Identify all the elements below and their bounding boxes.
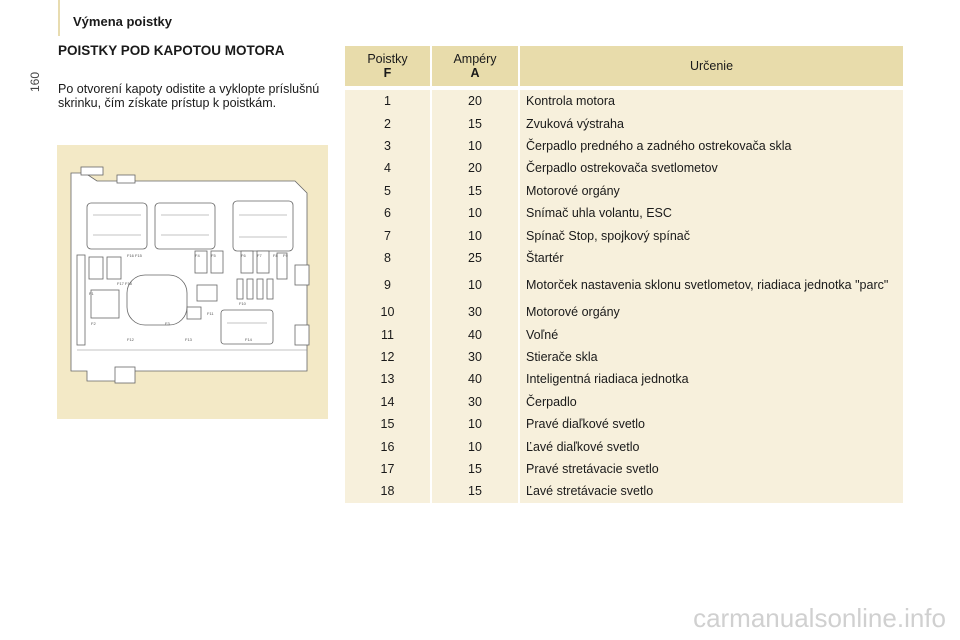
svg-text:F9: F9 xyxy=(283,253,288,258)
fusebox-diagram-panel xyxy=(57,145,328,419)
desc-cell: Čerpadlo ostrekovača svetlometov xyxy=(519,157,903,179)
amp-cell: 20 xyxy=(431,157,519,179)
svg-text:F7: F7 xyxy=(257,253,262,258)
fuse-cell: 13 xyxy=(345,368,431,390)
fuse-cell: 3 xyxy=(345,135,431,157)
amp-cell: 10 xyxy=(431,202,519,224)
section-header: Výmena poistky xyxy=(73,14,172,29)
fuse-cell: 6 xyxy=(345,202,431,224)
amp-cell: 20 xyxy=(431,90,519,112)
table-header-row xyxy=(345,46,903,86)
table-row xyxy=(345,301,903,323)
amp-cell: 10 xyxy=(431,135,519,157)
amp-cell: 15 xyxy=(431,180,519,202)
header-desc: Určenie xyxy=(519,46,903,86)
fuse-cell: 14 xyxy=(345,391,431,413)
amp-cell: 15 xyxy=(431,480,519,502)
table-row xyxy=(345,157,903,179)
svg-text:F16 F15: F16 F15 xyxy=(127,253,142,258)
fuse-cell: 1 xyxy=(345,90,431,112)
fuse-cell: 10 xyxy=(345,301,431,323)
desc-cell: Pravé stretávacie svetlo xyxy=(519,458,903,480)
amp-cell: 15 xyxy=(431,458,519,480)
desc-cell: Čerpadlo xyxy=(519,391,903,413)
desc-cell: Pravé diaľkové svetlo xyxy=(519,413,903,435)
svg-text:F3: F3 xyxy=(165,321,170,326)
svg-text:F2: F2 xyxy=(91,321,96,326)
desc-cell: Zvuková výstraha xyxy=(519,112,903,134)
amp-cell: 40 xyxy=(431,368,519,390)
amp-cell: 30 xyxy=(431,346,519,368)
amp-cell: 30 xyxy=(431,301,519,323)
desc-cell: Ľavé diaľkové svetlo xyxy=(519,435,903,457)
table-row xyxy=(345,269,903,301)
amp-cell: 10 xyxy=(431,413,519,435)
fuse-cell: 5 xyxy=(345,180,431,202)
header-fuse-label: Poistky xyxy=(367,52,408,66)
header-fuse-sub: F xyxy=(383,66,392,80)
desc-cell: Ľavé stretávacie svetlo xyxy=(519,480,903,502)
fuse-cell: 11 xyxy=(345,324,431,346)
header-amp xyxy=(431,46,519,86)
svg-text:F8: F8 xyxy=(273,253,278,258)
table-row xyxy=(345,135,903,157)
header-fuse xyxy=(345,46,431,86)
desc-cell: Spínač Stop, spojkový spínač xyxy=(519,224,903,246)
svg-text:F13: F13 xyxy=(185,337,192,342)
fuse-table xyxy=(345,46,903,503)
table-row xyxy=(345,368,903,390)
table-row xyxy=(345,202,903,224)
table-row xyxy=(345,90,903,112)
fuse-cell: 2 xyxy=(345,112,431,134)
table-row xyxy=(345,346,903,368)
svg-text:F10: F10 xyxy=(239,301,246,306)
desc-cell: Motorové orgány xyxy=(519,301,903,323)
desc-cell: Motorček nastavenia sklonu svetlometov, riadiaca jednotka "parc" xyxy=(519,269,903,301)
fuse-cell: 9 xyxy=(345,269,431,301)
page-number: 160 xyxy=(28,71,42,93)
desc-cell: Motorové orgány xyxy=(519,180,903,202)
fuse-cell: 15 xyxy=(345,413,431,435)
intro-text: Po otvorení kapoty odistite a vyklopte príslušnú skrinku, čím získate prístup k poistkám. xyxy=(58,82,320,110)
header-amp-sub: A xyxy=(470,66,480,80)
block-title: POISTKY POD KAPOTOU MOTORA xyxy=(58,43,285,58)
amp-cell: 10 xyxy=(431,269,519,301)
table-row xyxy=(345,435,903,457)
header-amp-label: Ampéry xyxy=(453,52,497,66)
fuse-cell: 17 xyxy=(345,458,431,480)
amp-cell: 10 xyxy=(431,224,519,246)
fusebox-diagram-icon xyxy=(57,145,328,419)
table-row xyxy=(345,324,903,346)
fuse-cell: 7 xyxy=(345,224,431,246)
desc-cell: Kontrola motora xyxy=(519,90,903,112)
svg-text:F5: F5 xyxy=(211,253,216,258)
svg-text:F14: F14 xyxy=(245,337,252,342)
table-row xyxy=(345,247,903,269)
svg-text:F6: F6 xyxy=(241,253,246,258)
amp-cell: 40 xyxy=(431,324,519,346)
desc-cell: Snímač uhla volantu, ESC xyxy=(519,202,903,224)
table-row xyxy=(345,224,903,246)
amp-cell: 15 xyxy=(431,112,519,134)
amp-cell: 30 xyxy=(431,391,519,413)
table-row xyxy=(345,480,903,502)
svg-text:F4: F4 xyxy=(195,253,200,258)
svg-text:F1: F1 xyxy=(89,291,94,296)
amp-cell: 10 xyxy=(431,435,519,457)
desc-cell: Štartér xyxy=(519,247,903,269)
desc-cell: Stierače skla xyxy=(519,346,903,368)
table-row xyxy=(345,391,903,413)
svg-text:F11: F11 xyxy=(207,311,214,316)
desc-cell: Voľné xyxy=(519,324,903,346)
svg-text:F12: F12 xyxy=(127,337,134,342)
amp-cell: 25 xyxy=(431,247,519,269)
desc-cell: Inteligentná riadiaca jednotka xyxy=(519,368,903,390)
watermark: carmanualsonline.info xyxy=(693,603,946,633)
table-row xyxy=(345,112,903,134)
fuse-cell: 8 xyxy=(345,247,431,269)
table-row xyxy=(345,413,903,435)
side-rule xyxy=(58,0,60,36)
table-row xyxy=(345,458,903,480)
svg-text:F17 F18: F17 F18 xyxy=(117,281,132,286)
desc-cell: Čerpadlo predného a zadného ostrekovača skla xyxy=(519,135,903,157)
fuse-cell: 16 xyxy=(345,435,431,457)
fuse-cell: 18 xyxy=(345,480,431,502)
table-row xyxy=(345,180,903,202)
fuse-cell: 4 xyxy=(345,157,431,179)
fuse-cell: 12 xyxy=(345,346,431,368)
